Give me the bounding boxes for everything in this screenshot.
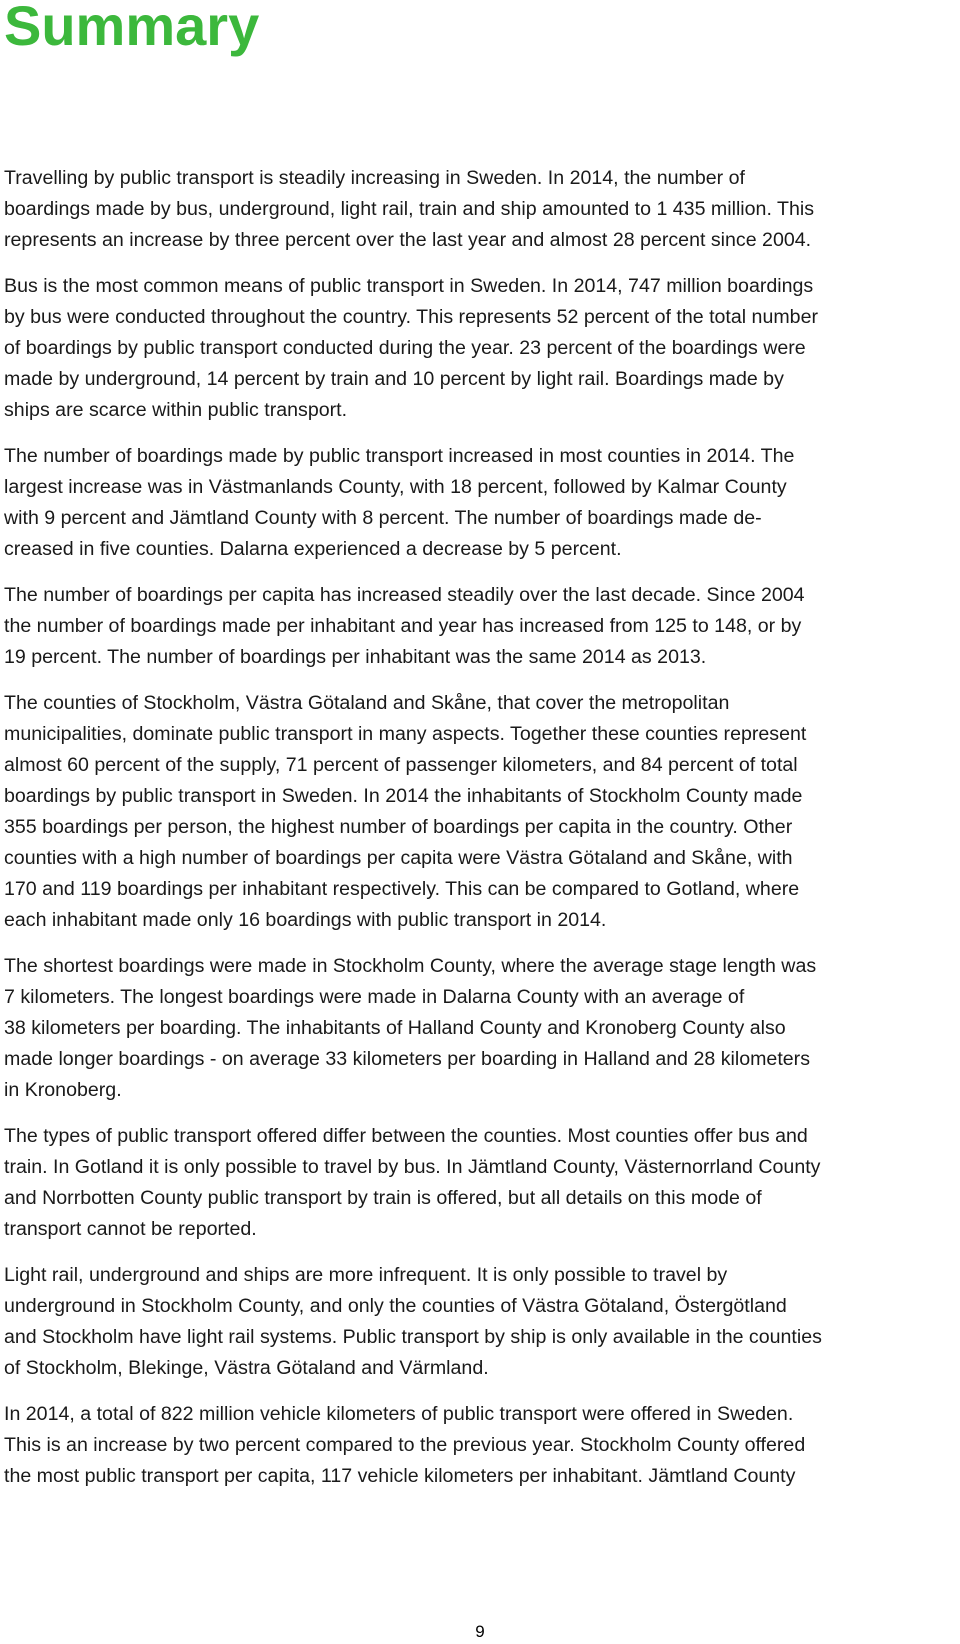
text-line: municipalities, dominate public transport in many aspects. Together these counties represent — [4, 723, 807, 745]
paragraph — [4, 1399, 954, 1492]
text-line: The types of public transport offered differ between the counties. Most counties offer bus and — [4, 1125, 808, 1147]
text-line: ships are scarce within public transport. — [4, 399, 348, 421]
text-line: The number of boardings made by public transport increased in most counties in 2014. The — [4, 445, 795, 467]
text-line: each inhabitant made only 16 boardings with public transport in 2014. — [4, 909, 607, 931]
text-line: represents an increase by three percent over the last year and almost 28 percent since 2004. — [4, 229, 812, 251]
text-line: by bus were conducted throughout the country. This represents 52 percent of the total number — [4, 306, 818, 328]
text-line: boardings made by bus, underground, light rail, train and ship amounted to 1 435 million. This — [4, 198, 815, 220]
text-line: the most public transport per capita, 117 vehicle kilometers per inhabitant. Jämtland County — [4, 1465, 796, 1487]
paragraph — [4, 163, 954, 256]
paragraph — [4, 951, 954, 1106]
paragraph — [4, 688, 954, 936]
text-line: of boardings by public transport conducted during the year. 23 percent of the boardings were — [4, 337, 806, 359]
text-line: train. In Gotland it is only possible to travel by bus. In Jämtland County, Västernorrland County — [4, 1156, 821, 1178]
paragraph — [4, 441, 954, 565]
text-line: The number of boardings per capita has increased steadily over the last decade. Since 2004 — [4, 584, 805, 606]
text-line: counties with a high number of boardings per capita were Västra Götaland and Skåne, with — [4, 847, 793, 869]
text-line: of Stockholm, Blekinge, Västra Götaland and Värmland. — [4, 1357, 489, 1379]
text-line: in Kronoberg. — [4, 1079, 122, 1101]
text-line: 170 and 119 boardings per inhabitant respectively. This can be compared to Gotland, where — [4, 878, 800, 900]
text-line: In 2014, a total of 822 million vehicle kilometers of public transport were offered in Sweden. — [4, 1403, 794, 1425]
text-line: almost 60 percent of the supply, 71 percent of passenger kilometers, and 84 percent of total — [4, 754, 798, 776]
paragraph — [4, 271, 954, 426]
paragraph — [4, 580, 954, 673]
text-line: The counties of Stockholm, Västra Götaland and Skåne, that cover the metropolitan — [4, 692, 730, 714]
document-body — [4, 163, 954, 1507]
text-line: 19 percent. The number of boardings per inhabitant was the same 2014 as 2013. — [4, 646, 707, 668]
paragraph — [4, 1260, 954, 1384]
text-line: and Stockholm have light rail systems. Public transport by ship is only available in the counties — [4, 1326, 822, 1348]
text-line: the number of boardings made per inhabitant and year has increased from 125 to 148, or by — [4, 615, 802, 637]
text-line: largest increase was in Västmanlands County, with 18 percent, followed by Kalmar County — [4, 476, 787, 498]
text-line: 355 boardings per person, the highest number of boardings per capita in the country. Other — [4, 816, 793, 838]
page-number: 9 — [475, 1622, 485, 1641]
text-line: underground in Stockholm County, and only the counties of Västra Götaland, Östergötland — [4, 1295, 787, 1317]
page-title: Summary — [4, 0, 260, 57]
text-line: with 9 percent and Jämtland County with 8 percent. The number of boardings made de- — [4, 507, 762, 529]
text-line: and Norrbotten County public transport by train is offered, but all details on this mode of — [4, 1187, 762, 1209]
text-line: 7 kilometers. The longest boardings were made in Dalarna County with an average of — [4, 986, 745, 1008]
paragraph — [4, 1121, 954, 1245]
text-line: made by underground, 14 percent by train and 10 percent by light rail. Boardings made by — [4, 368, 784, 390]
text-line: Bus is the most common means of public transport in Sweden. In 2014, 747 million boardings — [4, 275, 814, 297]
text-line: transport cannot be reported. — [4, 1218, 257, 1240]
text-line: Travelling by public transport is steadily increasing in Sweden. In 2014, the number of — [4, 167, 745, 189]
text-line: made longer boardings - on average 33 kilometers per boarding in Halland and 28 kilometers — [4, 1048, 810, 1070]
text-line: The shortest boardings were made in Stockholm County, where the average stage length was — [4, 955, 817, 977]
text-line: 38 kilometers per boarding. The inhabitants of Halland County and Kronoberg County also — [4, 1017, 786, 1039]
text-line: boardings by public transport in Sweden. In 2014 the inhabitants of Stockholm County made — [4, 785, 803, 807]
text-line: This is an increase by two percent compared to the previous year. Stockholm County offered — [4, 1434, 806, 1456]
text-line: Light rail, underground and ships are more infrequent. It is only possible to travel by — [4, 1264, 728, 1286]
text-line: creased in five counties. Dalarna experienced a decrease by 5 percent. — [4, 538, 622, 560]
